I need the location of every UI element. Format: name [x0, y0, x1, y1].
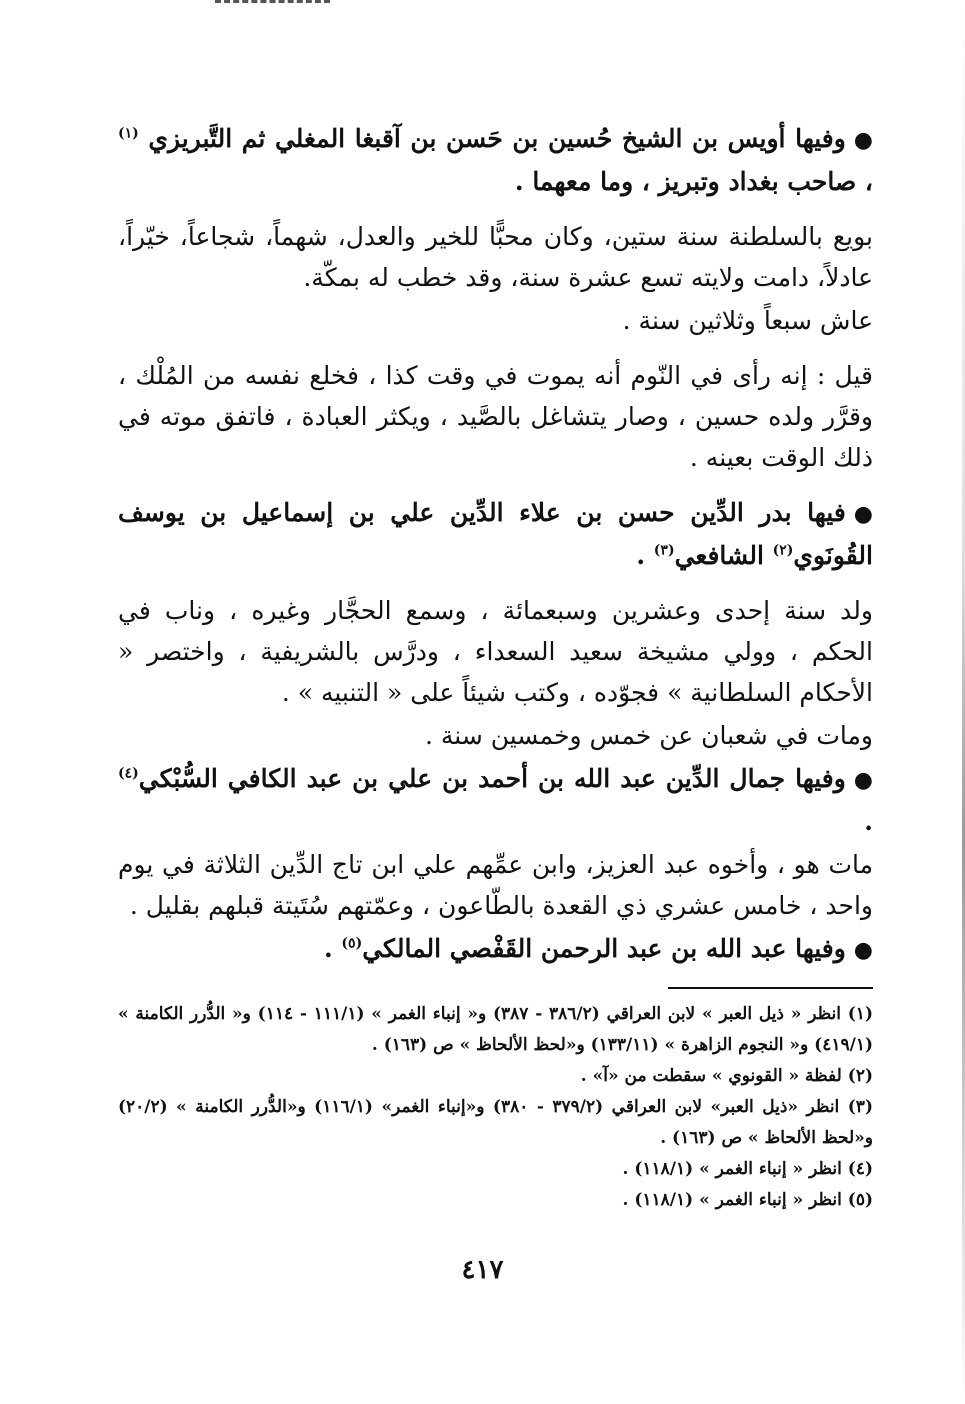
entry-tail: ، صاحب بغداد وتبريز ، وما معهما . [514, 167, 873, 196]
footnote-marker: (٤) [118, 765, 139, 782]
paragraph: قيل : إنه رأى في النّوم أنه يموت في وقت كذا ، فخلع نفسه من المُلْك ، وقرَّر ولده حسين ، وصار يتشاغل بالصَّيد ، ويكثر العبادة ، فاتفق موته في ذلك الوقت بعينه . [118, 361, 873, 472]
paragraph: بويع بالسلطنة سنة ستين، وكان محبًّا للخير والعدل، شهماً، شجاعاً، خيّراً، عادلاً، دامت ولايته تسع عشرة سنة، وقد خطب له بمكّة. [118, 222, 873, 292]
entry-abdullah-qafsi [118, 928, 873, 971]
entry-badr-al-din [118, 492, 873, 576]
footnote-marker: (١) [118, 125, 139, 142]
entry-tail: . [864, 807, 873, 836]
bullet-icon: ● [853, 127, 873, 153]
entry-tail: . [636, 541, 646, 570]
footnote-2: (٢) لفظة « القونوي » سقطت من «آ» . [580, 1066, 873, 1086]
bullet-icon: ● [853, 501, 873, 527]
entry-tail: . [323, 934, 333, 963]
paragraph: عاش سبعاً وثلاثين سنة . [622, 306, 873, 335]
page-body [118, 118, 873, 1216]
paragraph: مات هو ، وأخوه عبد العزيز، وابن عمِّهم علي ابن تاج الدِّين الثلاثة في يوم واحد ، خامس عشري ذي القعدة بالطّاعون ، وعمّتهم سُتَيتة قبلهم بقليل . [118, 850, 873, 920]
entry-text: فيها بدر الدِّين حسن بن علاء الدِّين علي بن إسماعيل بن يوسف القُونَوي [118, 498, 873, 570]
footnote-5: (٥) انظر « إنباء الغمر » (١١٨/١) . [622, 1190, 873, 1210]
entry-text-mid: الشافعي [674, 541, 764, 570]
footnote-1: (١) انظر « ذيل العبر » لابن العراقي (٣٨٦/٢ - ٣٨٧) و« إنباء الغمر » (١١١/١ - ١١٤) و« الدُّرر الكامنة » (٤١٩/١) و« النجوم الزاهرة » (١٣٣/١١) و«لحظ الألحاظ » ص (١٦٣) . [118, 1004, 873, 1055]
bullet-icon: ● [853, 767, 873, 793]
footnote-3: (٣) انظر «ذيل العبر» لابن العراقي (٣٧٩/٢ - ٣٨٠) و«إنباء الغمر» (١١٦/١) و«الدُّرر الكامنة » (٢٠/٢) و«لحظ الألحاظ » ص (١٦٣) . [118, 1097, 873, 1148]
entry-text: وفيها أويس بن الشيخ حُسين بن حَسن بن آقبغا المغلي ثم التَّبريزي [148, 124, 846, 153]
footnote-separator [668, 987, 873, 989]
footnote-marker: (٣) [653, 542, 675, 559]
bullet-icon: ● [853, 937, 873, 963]
paragraph: ومات في شعبان عن خمس وخمسين سنة . [425, 721, 873, 750]
entry-text: وفيها عبد الله بن عبد الرحمن القَفْصي المالكي [362, 934, 846, 963]
entry-jamal-al-din [118, 758, 873, 842]
entry-text: وفيها جمال الدِّين عبد الله بن أحمد بن علي بن عبد الكافي السُّبْكي [138, 764, 846, 793]
paragraph: ولد سنة إحدى وعشرين وسبعمائة ، وسمع الحجَّار وغيره ، وناب في الحكم ، وولي مشيخة سعيد السعداء ، ودرَّس بالشريفية ، واختصر « الأحكام السلطانية » فجوّده ، وكتب شيئاً على « التنبيه » . [118, 596, 873, 707]
footnote-marker: (٢) [772, 542, 794, 559]
top-edge-dashes [215, 0, 330, 9]
page-number: ٤١٧ [461, 1255, 504, 1285]
entry-uways [118, 118, 873, 202]
footnote-marker: (٥) [341, 935, 363, 952]
footnote-4: (٤) انظر « إنباء الغمر » (١١٨/١) . [622, 1159, 873, 1179]
